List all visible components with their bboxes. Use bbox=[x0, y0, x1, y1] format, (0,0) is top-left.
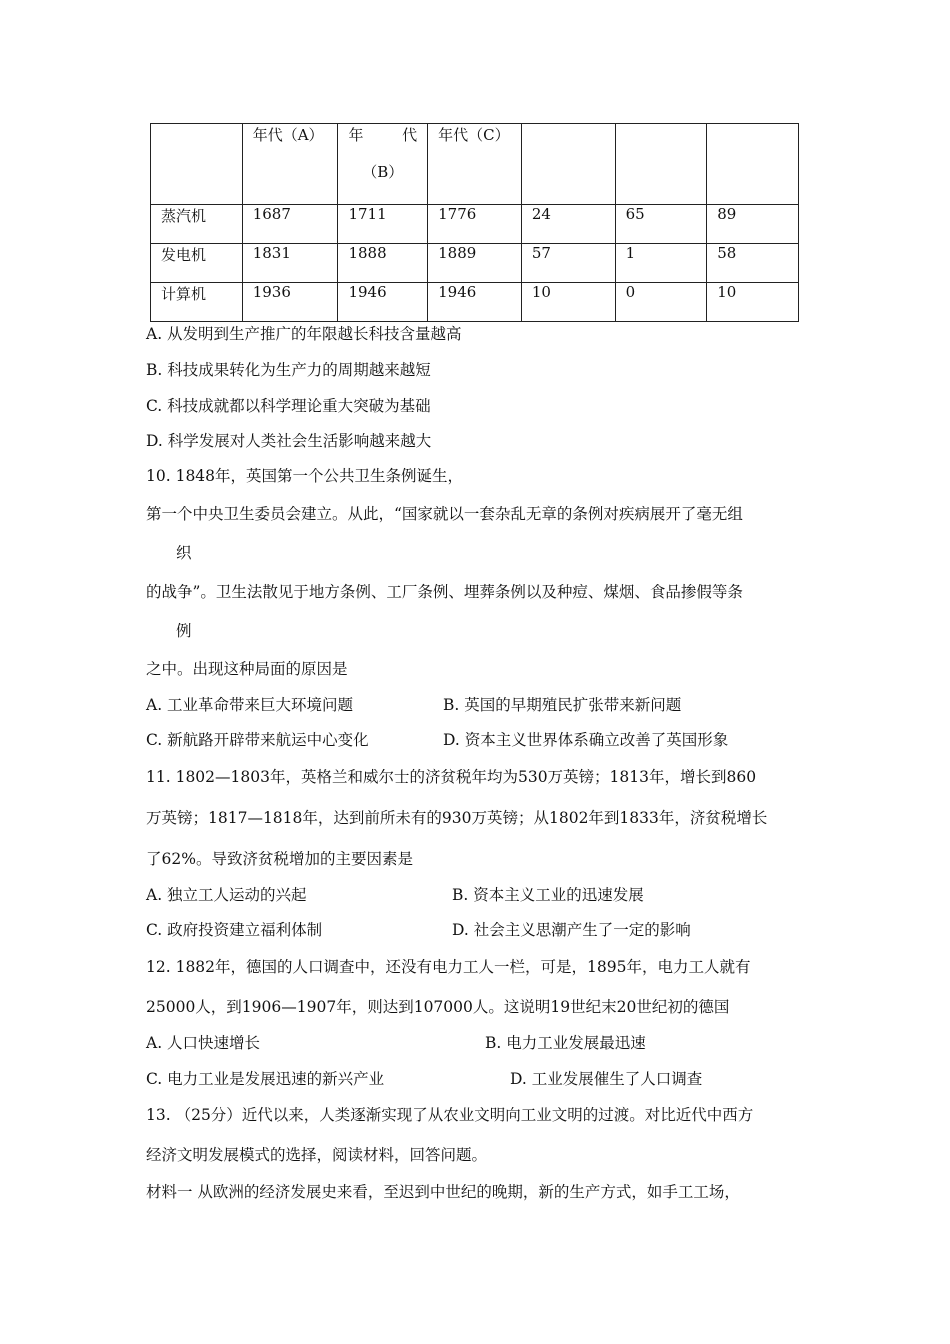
header-b-char2: 代 bbox=[402, 126, 418, 144]
table-row bbox=[151, 283, 799, 322]
header-b-char1: 年 bbox=[348, 126, 364, 144]
q10-option-c: C. 新航路开辟带来航运中心变化 bbox=[146, 731, 369, 749]
table-cell: 89 bbox=[707, 205, 799, 244]
table-cell: 24 bbox=[521, 205, 615, 244]
table-cell: 0 bbox=[615, 283, 707, 322]
table-cell: 58 bbox=[707, 244, 799, 283]
table-cell: 1946 bbox=[428, 283, 522, 322]
table-header-cell bbox=[151, 124, 243, 205]
q10-stem-line: 例 bbox=[176, 622, 192, 640]
q9-option-a: A. 从发明到生产推广的年限越长科技含量越高 bbox=[146, 325, 462, 343]
q11-stem-line: 了62%。导致济贫税增加的主要因素是 bbox=[146, 850, 413, 868]
table-cell: 计算机 bbox=[151, 283, 243, 322]
q12-stem-line: 12. 1882年，德国的人口调查中，还没有电力工人一栏，可是，1895年，电力工人就有 bbox=[146, 958, 751, 976]
table-header-row bbox=[151, 124, 799, 205]
q10-stem-line: 的战争”。卫生法散见于地方条例、工厂条例、埋葬条例以及种痘、煤烟、食品掺假等条 bbox=[146, 583, 743, 601]
table-row bbox=[151, 205, 799, 244]
table-header-cell: 年代（C） bbox=[428, 124, 522, 205]
q11-option-c: C. 政府投资建立福利体制 bbox=[146, 921, 323, 939]
table-cell: 10 bbox=[521, 283, 615, 322]
q13-stem-line: 13. （25分）近代以来，人类逐渐实现了从农业文明向工业文明的过渡。对比近代中西方 bbox=[146, 1106, 754, 1124]
table-cell: 1888 bbox=[338, 244, 428, 283]
table-header-cell bbox=[521, 124, 615, 205]
table-cell: 10 bbox=[707, 283, 799, 322]
header-b-label: （B） bbox=[362, 163, 404, 181]
q12-option-c: C. 电力工业是发展迅速的新兴产业 bbox=[146, 1070, 385, 1088]
q12-option-b: B. 电力工业发展最迅速 bbox=[485, 1034, 646, 1052]
q12-stem-line: 25000人，到1906—1907年，则达到107000人。这说明19世纪末20世纪初的德国 bbox=[146, 998, 730, 1016]
table-cell: 1831 bbox=[242, 244, 338, 283]
table-cell: 蒸汽机 bbox=[151, 205, 243, 244]
table-cell: 65 bbox=[615, 205, 707, 244]
table-cell: 1936 bbox=[242, 283, 338, 322]
table-cell: 1776 bbox=[428, 205, 522, 244]
q10-option-b: B. 英国的早期殖民扩张带来新问题 bbox=[443, 696, 682, 714]
q11-option-b: B. 资本主义工业的迅速发展 bbox=[452, 886, 644, 904]
q11-stem-line: 万英镑；1817—1818年，达到前所未有的930万英镑；从1802年到1833年，济贫税增长 bbox=[146, 809, 768, 827]
table-cell: 1889 bbox=[428, 244, 522, 283]
table-row bbox=[151, 244, 799, 283]
table-header-cell bbox=[338, 124, 428, 205]
q13-material-line: 材料一 从欧洲的经济发展史来看，至迟到中世纪的晚期，新的生产方式，如手工工场， bbox=[146, 1183, 740, 1201]
q10-stem-line: 10. 1848年，英国第一个公共卫生条例诞生， bbox=[146, 467, 464, 485]
q11-option-d: D. 社会主义思潮产生了一定的影响 bbox=[452, 921, 691, 939]
q11-option-a: A. 独立工人运动的兴起 bbox=[146, 886, 307, 904]
q13-stem-line: 经济文明发展模式的选择，阅读材料，回答问题。 bbox=[146, 1146, 488, 1164]
q10-option-d: D. 资本主义世界体系确立改善了英国形象 bbox=[443, 731, 729, 749]
table-cell: 1687 bbox=[242, 205, 338, 244]
table-cell: 1946 bbox=[338, 283, 428, 322]
table-header-cell bbox=[707, 124, 799, 205]
table-cell: 1711 bbox=[338, 205, 428, 244]
table-cell: 1 bbox=[615, 244, 707, 283]
q10-stem-line: 之中。出现这种局面的原因是 bbox=[146, 660, 348, 678]
table-cell: 发电机 bbox=[151, 244, 243, 283]
table-cell: 57 bbox=[521, 244, 615, 283]
q9-option-d: D. 科学发展对人类社会生活影响越来越大 bbox=[146, 432, 432, 450]
invention-table bbox=[150, 123, 799, 322]
q10-option-a: A. 工业革命带来巨大环境问题 bbox=[146, 696, 354, 714]
q12-option-a: A. 人口快速增长 bbox=[146, 1034, 261, 1052]
table-header-cell bbox=[615, 124, 707, 205]
table-header-cell: 年代（A） bbox=[242, 124, 338, 205]
q10-stem-line: 织 bbox=[176, 544, 192, 562]
q9-option-c: C. 科技成就都以科学理论重大突破为基础 bbox=[146, 397, 431, 415]
q12-option-d: D. 工业发展催生了人口调查 bbox=[510, 1070, 703, 1088]
q11-stem-line: 11. 1802—1803年，英格兰和威尔士的济贫税年均为530万英镑；1813年，增长到860 bbox=[146, 768, 757, 786]
q9-option-b: B. 科技成果转化为生产力的周期越来越短 bbox=[146, 361, 431, 379]
q10-stem-line: 第一个中央卫生委员会建立。从此，“国家就以一套杂乱无章的条例对疾病展开了毫无组 bbox=[146, 505, 743, 523]
